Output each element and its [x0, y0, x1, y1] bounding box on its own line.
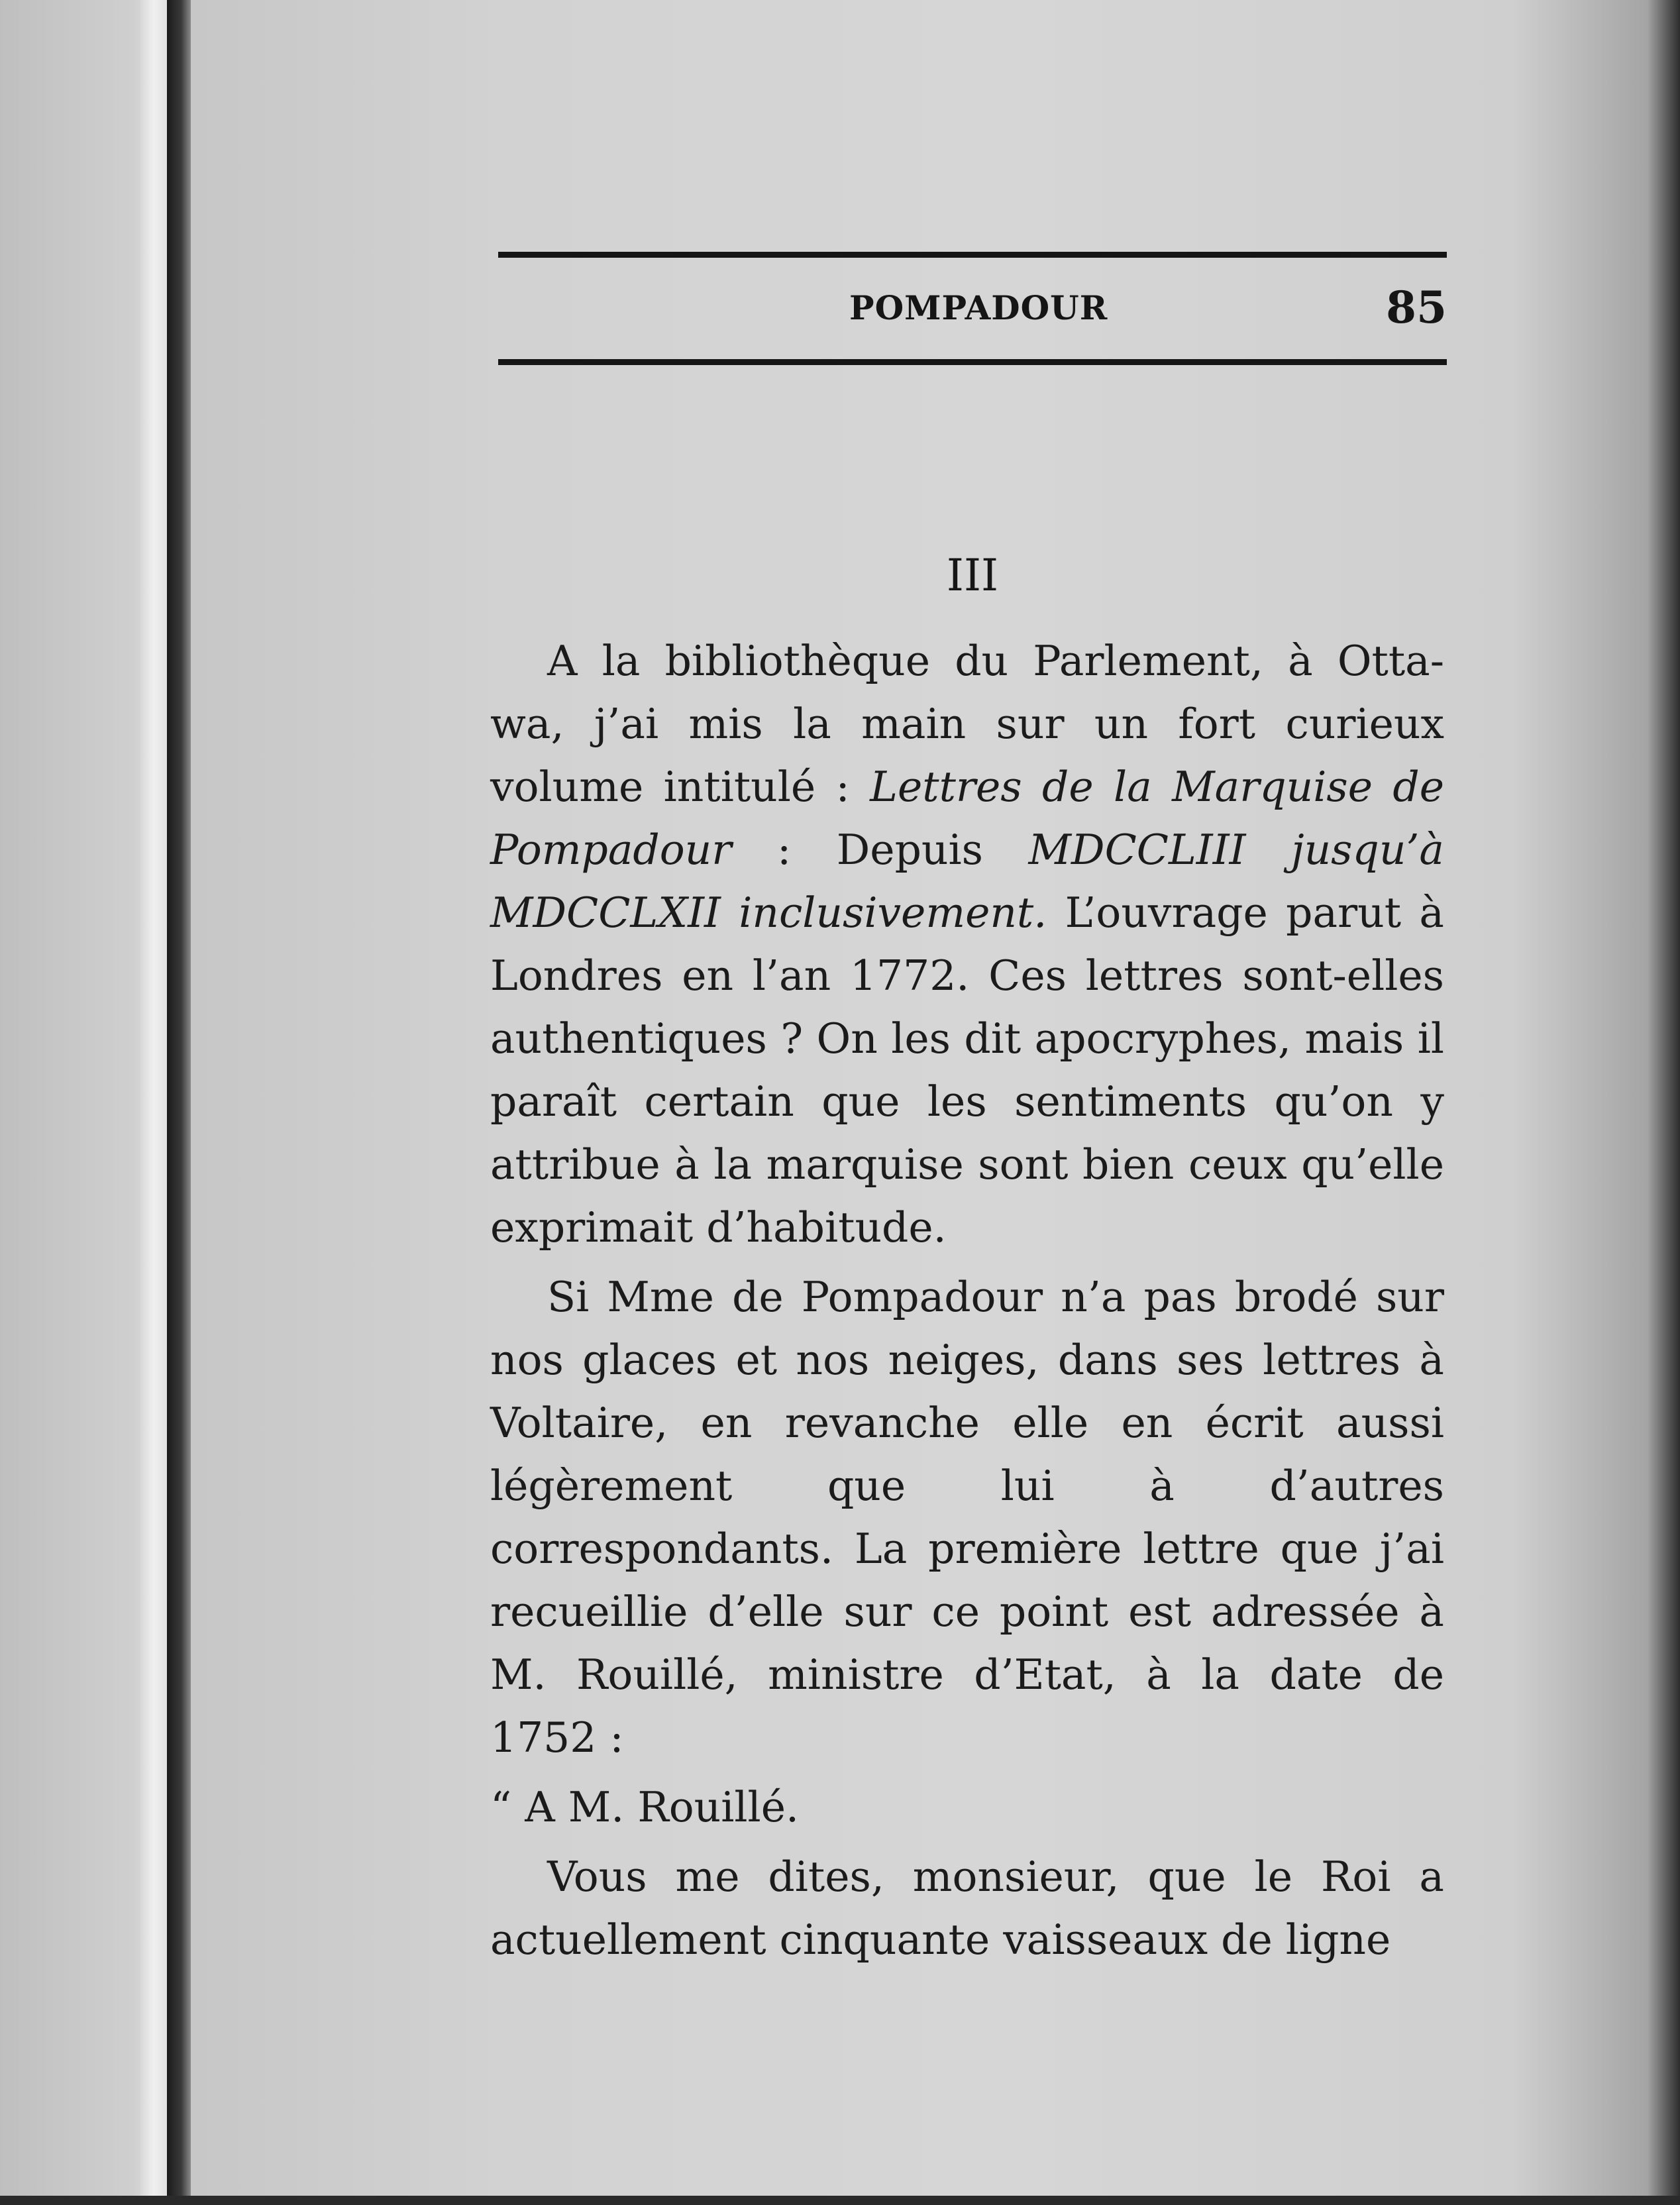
page-right-edge [1648, 0, 1680, 2205]
paragraph-2: Si Mme de Pompadour n’a pas brodé sur nos glaces et nos neiges, dans ses lettres à Voltaire, en revanche elle en écrit aussi légèrement que lui à d’autres correspondants. La première lettre que j’ai recueillie d’elle sur ce point est adressée à M. Rouillé, ministre d’Etat, à la date de 1752 : [490, 1273, 1444, 1762]
header-rule-top [498, 252, 1447, 258]
book-gutter [167, 0, 191, 2205]
header-rule-bottom [498, 359, 1447, 365]
running-title: POMPADOUR [849, 288, 1108, 327]
date-range-italic: MDCCLIII jusqu’à MDCCLXII inclusivement. [490, 826, 1444, 937]
gutter-highlight [140, 0, 167, 2205]
page-bottom-edge [0, 2196, 1680, 2205]
paragraph-1-text-c: L’ouvrage parut à Londres en l’an 1772. Ces lettres sont-elles authentiques ? On les dit apocryphes, mais il paraît certain que les sentiments qu’on y attribue à la marquise sont bien ceux qu’elle exprimait d’habitude. [490, 888, 1444, 1252]
letter-body: Vous me dites, monsieur, que le Roi a actuellement cinquante vaisseaux de ligne [490, 1853, 1444, 1964]
chapter-number: III [946, 550, 999, 601]
paragraph-1-text-a: A la bibliothèque du Parlement, à Otta-wa, j’ai mis la main sur un fort curieux volume intitulé : [490, 637, 1444, 811]
paragraph-1 [490, 629, 1444, 1259]
paragraph-1-text-b: : Depuis [731, 826, 1029, 874]
book-title-italic: Lettres de la Marquise de Pompadour [490, 763, 1444, 874]
body-text [490, 629, 1444, 1978]
letter-salutation: “ A M. Rouillé. [490, 1783, 800, 1831]
running-head [498, 282, 1447, 335]
page-number: 85 [1386, 282, 1447, 333]
